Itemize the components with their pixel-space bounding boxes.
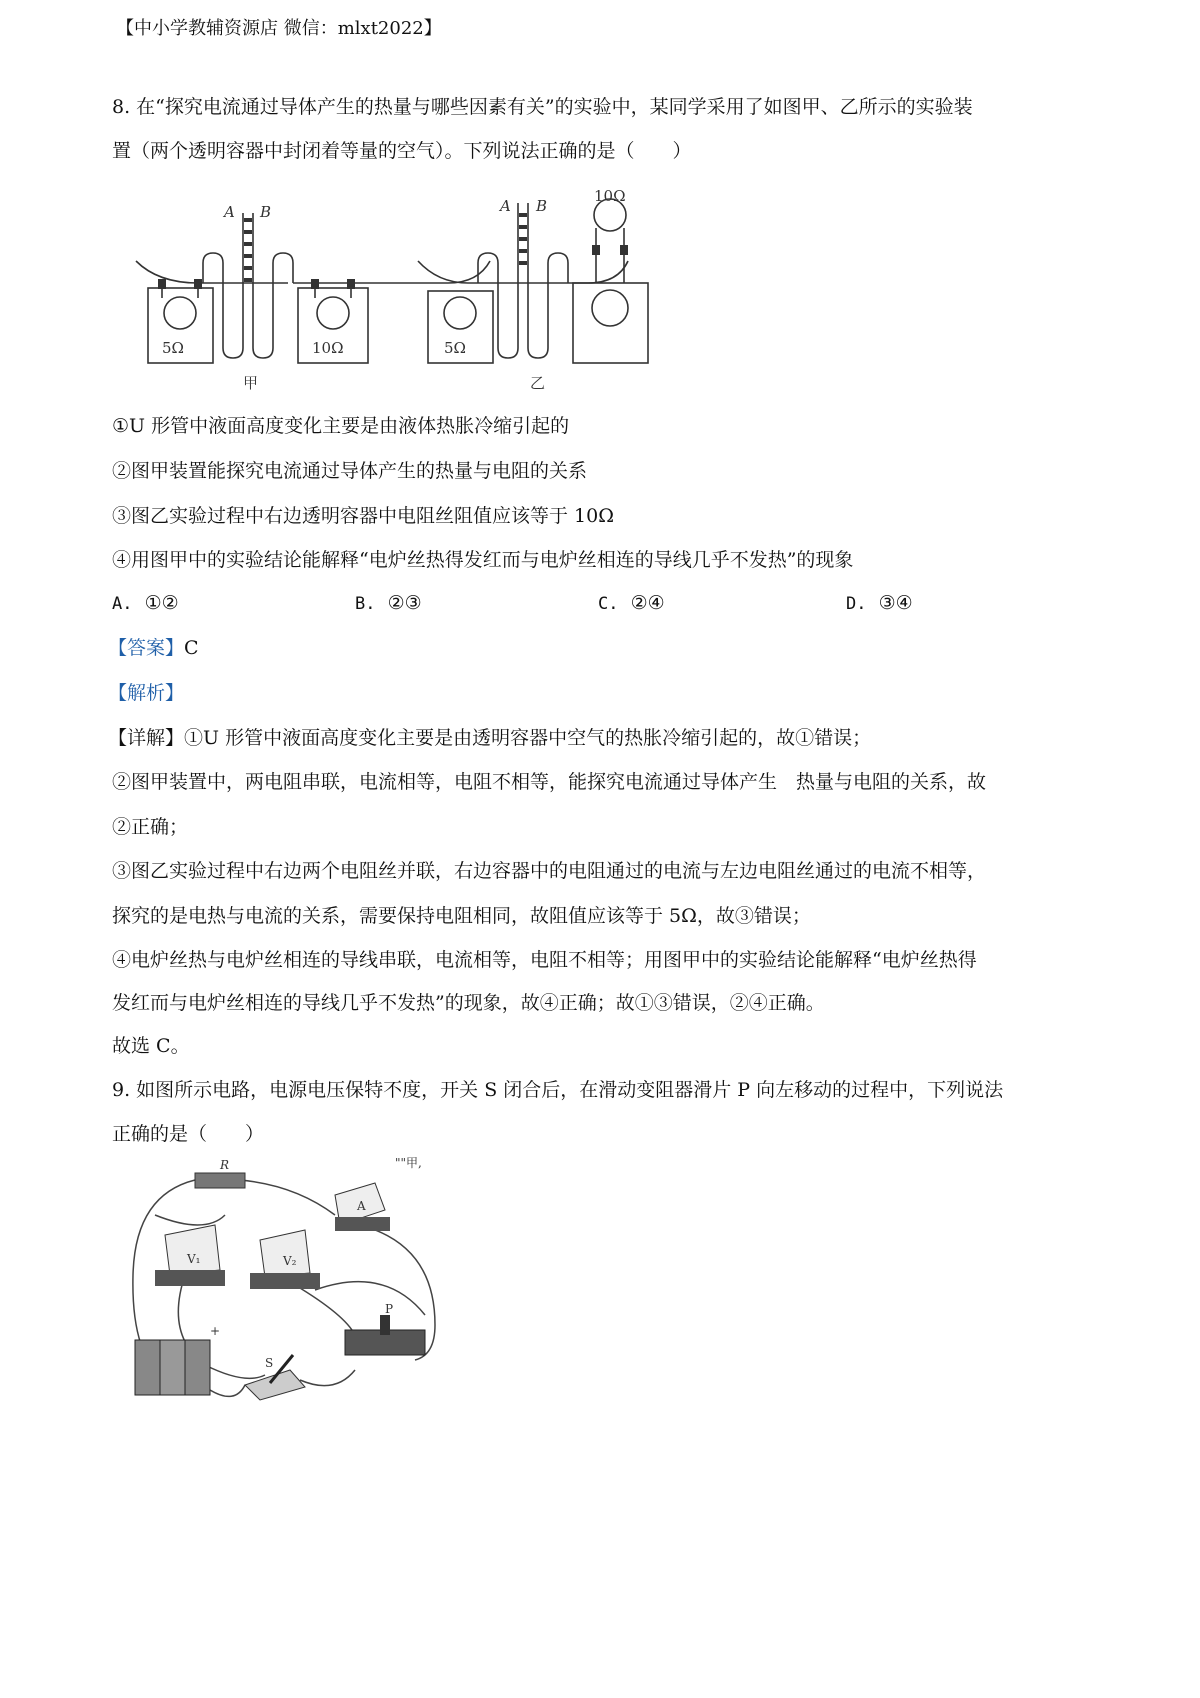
- yi-right-box: [573, 283, 648, 363]
- jia-wire-right: [293, 261, 490, 283]
- label-v1: V₁: [187, 1252, 201, 1266]
- jia-label-b: B: [260, 203, 272, 221]
- jia-label-10ohm: 10Ω: [312, 339, 344, 357]
- q8-answer: [108, 635, 199, 661]
- option-key: D.: [846, 594, 867, 614]
- answer-value: C: [184, 637, 199, 659]
- q8-option-c: [598, 590, 665, 617]
- option-value: ③④: [878, 592, 913, 614]
- option-value: ①②: [144, 592, 179, 614]
- label-plus: +: [210, 1324, 221, 1338]
- q8-conclusion: 故选 C。: [112, 1035, 190, 1057]
- q8-detail-line3: ②正确；: [112, 816, 189, 838]
- label-r: R: [220, 1158, 230, 1172]
- q8-statement-2: ②图甲装置能探究电流通过导体产生的热量与电阻的关系: [112, 460, 588, 482]
- rheostat-top: [195, 1173, 245, 1188]
- q8-stem-line2: 置（两个透明容器中封闭着等量的空气）。下列说法正确的是（ ）: [112, 140, 692, 162]
- page-header: [116, 16, 442, 42]
- q8-statement-4: ④用图甲中的实验结论能解释“电炉丝热得发红而与电炉丝相连的导线几乎不发热”的现象: [112, 549, 854, 571]
- q8-detail-line7: 发红而与电炉丝相连的导线几乎不发热”的现象，故④正确；故①③错误，②④正确。: [112, 992, 825, 1014]
- analysis-tag: 【解析】: [108, 682, 185, 704]
- q8-figure: [118, 183, 678, 398]
- q8-statement-1: ①U 形管中液面高度变化主要是由液体热胀冷缩引起的: [112, 415, 570, 437]
- label-v2: V₂: [283, 1254, 297, 1268]
- q8-detail-line6: ④电炉丝热与电炉丝相连的导线串联，电流相等，电阻不相等；用图甲中的实验结论能解释“电炉丝热得: [112, 949, 977, 971]
- jia-label-a: A: [224, 203, 235, 221]
- jia-u-tube: [203, 213, 293, 358]
- yi-label-b: B: [536, 197, 548, 215]
- q9-stem-line2: 正确的是（ ）: [112, 1123, 265, 1145]
- label-s: S: [265, 1356, 274, 1370]
- q8-detail-line2: ②图甲装置中，两电阻串联，电流相等，电阻不相等，能探究电流通过导体产生 热量与电阻的关系，故: [112, 771, 987, 793]
- q8-option-d: [846, 590, 913, 617]
- option-key: A.: [112, 594, 133, 614]
- q9-stem-line1: 9. 如图所示电路，电源电压保特不度，开关 S 闭合后，在滑动变阻器滑片 P 向左移动的过程中，下列说法: [112, 1079, 1004, 1101]
- q8-statement-3: ③图乙实验过程中右边透明容器中电阻丝阻值应该等于 10Ω: [112, 505, 614, 527]
- yi-label-10ohm-top: 10Ω: [594, 187, 626, 205]
- q8-detail-line4: ③图乙实验过程中右边两个电阻丝并联，右边容器中的电阻通过的电流与左边电阻丝通过的电流不相等，: [112, 860, 987, 882]
- q8-analysis: [108, 680, 184, 706]
- detail-tag: 【详解】: [108, 727, 185, 749]
- option-key: B.: [355, 594, 376, 614]
- label-a: A: [357, 1199, 366, 1213]
- yi-label: 乙: [530, 374, 546, 392]
- q8-stem-line1: 8. 在“探究电流通过导体产生的热量与哪些因素有关”的实验中，某同学采用了如图甲、乙所示的实验装: [112, 96, 973, 118]
- q8-detail-line1: [108, 725, 871, 751]
- yi-label-5ohm: 5Ω: [444, 339, 466, 357]
- sliding-rheostat-device: [345, 1315, 425, 1355]
- label-corner: ""甲,: [395, 1156, 422, 1170]
- q8-detail-line5: 探究的是电热与电流的关系，需要保持电阻相同，故阻值应该等于 5Ω，故③错误；: [112, 905, 811, 927]
- yi-label-a: A: [500, 197, 511, 215]
- q9-figure: [125, 1155, 455, 1405]
- battery-device: [135, 1340, 210, 1395]
- jia-label-5ohm: 5Ω: [162, 339, 184, 357]
- option-value: ②③: [387, 592, 422, 614]
- jia-label: 甲: [243, 374, 259, 392]
- option-key: C.: [598, 594, 619, 614]
- label-p: P: [385, 1302, 394, 1316]
- detail-text-1: ①U 形管中液面高度变化主要是由透明容器中空气的热胀冷缩引起的，故①错误；: [184, 727, 872, 749]
- answer-tag: 【答案】: [108, 637, 185, 659]
- q8-option-b: [355, 590, 422, 617]
- header-text: 【中小学教辅资源店 微信：mlxt2022】: [116, 18, 442, 39]
- option-value: ②④: [630, 592, 665, 614]
- q8-option-a: [112, 590, 179, 617]
